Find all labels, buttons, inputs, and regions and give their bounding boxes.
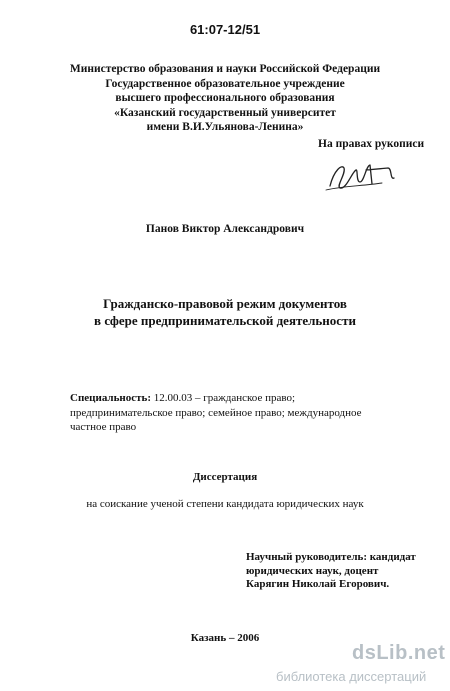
dissertation-title xyxy=(40,295,410,329)
watermark-subtitle: библиотека диссертаций xyxy=(276,669,427,684)
city-year: Казань – 2006 xyxy=(190,632,260,644)
watermark-logo: dsLib.net xyxy=(352,642,446,664)
institution-line: Государственное образовательное учреждение xyxy=(105,77,345,90)
dissertation-heading: Диссертация xyxy=(192,471,258,483)
institution-line: имени В.И.Ульянова-Ленина» xyxy=(146,121,304,133)
specialty-text: 12.00.03 – гражданское право; предпринимательское право; семейное право; международное частное право xyxy=(70,392,362,433)
watermark xyxy=(276,642,446,686)
title-line: в сфере предпринимательской деятельности xyxy=(94,313,356,328)
institution-line: высшего профессионального образования xyxy=(115,92,335,104)
advisor-line: юридических наук, доцент xyxy=(246,564,379,577)
title-line: Гражданско-правовой режим документов xyxy=(103,296,347,311)
rights-note: На правах рукописи xyxy=(318,138,425,150)
specialty-block xyxy=(70,391,400,435)
degree-line: на соискание ученой степени кандидата юридических наук xyxy=(86,498,364,510)
document-code: 61:07-12/51 xyxy=(189,22,261,37)
advisor-line: Карягин Николай Егорович. xyxy=(246,578,390,590)
advisor-block xyxy=(246,551,446,592)
author-name: Панов Виктор Александрович xyxy=(145,223,305,235)
institution-block xyxy=(60,62,390,135)
institution-line: Министерство образования и науки Российской Федерации xyxy=(69,63,381,75)
institution-line: «Казанский государственный университет xyxy=(114,106,336,119)
specialty-label: Специальность: xyxy=(70,392,152,404)
handwritten-signature xyxy=(322,156,402,196)
advisor-line: Научный руководитель: кандидат xyxy=(246,551,416,563)
